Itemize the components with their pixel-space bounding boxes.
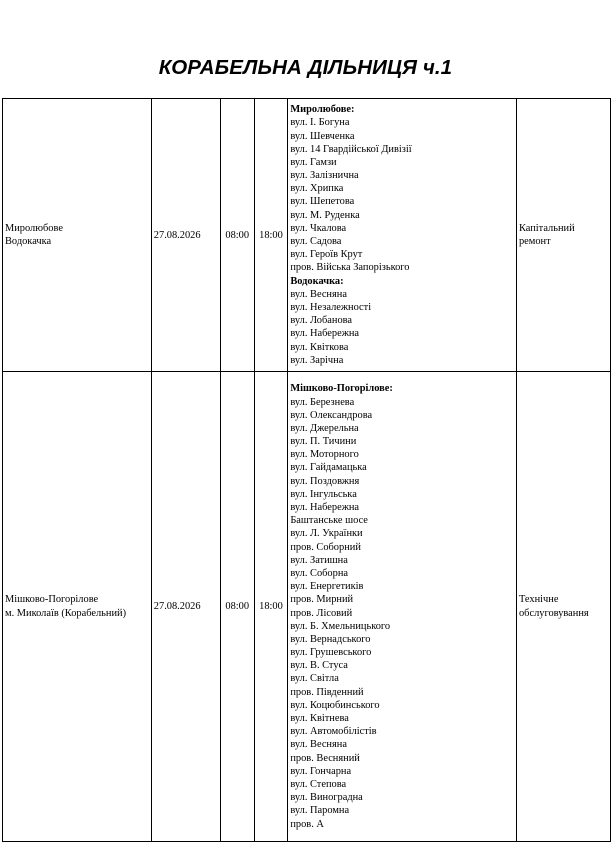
street-item: вул. Б. Хмельницького [290, 620, 391, 632]
table-row [3, 99, 611, 372]
street-item: вул. Залізнична [290, 170, 359, 182]
street-item: вул. Л. Українки [290, 528, 363, 540]
streets-cell [288, 372, 517, 842]
time-start-cell: 08:00 [220, 372, 254, 842]
street-item: вул. Лобанова [290, 315, 353, 327]
street-item: вул. Моторного [290, 449, 359, 461]
settlement-header: Миролюбове: [290, 104, 355, 116]
street-item: пров. Лісовий [290, 607, 353, 619]
streets-cell [288, 99, 517, 372]
street-item: вул. Набережна [290, 328, 360, 340]
street-item: вул. Степова [290, 778, 347, 790]
location-cell [3, 372, 152, 842]
date-cell: 27.08.2026 [151, 99, 220, 372]
street-item: вул. Чкалова [290, 222, 347, 234]
street-item: вул. Автомобілістів [290, 726, 377, 738]
street-item: вул. Поздовжня [290, 475, 360, 487]
street-item: вул. Затишна [290, 554, 348, 566]
street-item: вул. Шепетова [290, 196, 355, 208]
street-item: вул. І. Богуна [290, 117, 350, 129]
street-item: вул. М. Руденка [290, 209, 360, 221]
location-line: Водокачка [5, 236, 52, 247]
street-item: вул. Шевченка [290, 130, 355, 142]
street-item: вул. Гончарна [290, 765, 352, 777]
street-item: вул. Весняна [290, 739, 347, 751]
settlement-header: Мішково-Погорілове: [290, 383, 393, 395]
location-line: Мішково-Погорілове [5, 594, 99, 606]
street-item: вул. Виноградна [290, 792, 363, 804]
street-item: вул. Коцюбинського [290, 699, 380, 711]
street-item: вул. Незалежності [290, 301, 372, 313]
street-item: вул. Березнева [290, 396, 355, 408]
street-item: вул. Соборна [290, 567, 348, 579]
street-item: вул. Енергетиків [290, 581, 364, 593]
street-item: вул. Весняна [290, 288, 347, 300]
settlement-header: Водокачка: [290, 275, 344, 287]
table-row [3, 372, 611, 842]
street-item: пров. Війська Запорізького [290, 262, 410, 274]
time-start-cell: 08:00 [220, 99, 254, 372]
street-item: вул. Олександрова [290, 409, 373, 421]
location-line: Миролюбове [5, 222, 63, 234]
street-item: пров. Південний [290, 686, 364, 698]
street-item: вул. Хрипка [290, 183, 344, 195]
street-item: вул. 14 Гвардійської Дивізії [290, 143, 412, 155]
street-item: вул. Квітнева [290, 713, 349, 724]
street-item: вул. Світла [290, 673, 339, 685]
reason-line: Технічне [518, 594, 559, 606]
reason-line: Капітальний [518, 222, 575, 234]
street-item: пров. Весняний [290, 752, 360, 764]
street-item: вул. Садова [290, 236, 342, 247]
street-item: вул. П. Тичини [290, 436, 357, 448]
reason-line: обслуговування [518, 607, 589, 619]
street-item: пров. А [290, 818, 324, 830]
outage-schedule-table [2, 98, 611, 842]
street-item: вул. Джерельна [290, 422, 359, 434]
street-item: вул. Квіткова [290, 341, 349, 353]
street-item: вул. Грушевського [290, 647, 372, 659]
street-item: пров. Соборний [290, 541, 361, 553]
street-item: вул. Гамзи [290, 156, 337, 168]
street-item: вул. Набережна [290, 502, 360, 513]
street-item: вул. Зарічна [290, 354, 344, 366]
street-item: Баштанське шосе [290, 515, 368, 527]
street-item: вул. Інгульська [290, 488, 357, 500]
street-item: вул. Героїв Крут [290, 249, 363, 261]
page-title: КОРАБЕЛЬНА ДІЛЬНИЦЯ ч.1 [158, 56, 453, 79]
location-line: м. Миколаїв (Корабельний) [5, 607, 127, 619]
reason-line: ремонт [518, 236, 551, 247]
location-cell [3, 99, 152, 372]
reason-cell [516, 99, 610, 372]
time-end-cell: 18:00 [254, 372, 288, 842]
time-end-cell: 18:00 [254, 99, 288, 372]
street-item: вул. В. Стуса [290, 660, 348, 672]
reason-cell [516, 372, 610, 842]
street-item: вул. Гайдамацька [290, 462, 367, 474]
street-item: вул. Вернадського [290, 633, 371, 645]
street-item: вул. Паромна [290, 805, 350, 817]
street-item: пров. Мирний [290, 594, 354, 606]
date-cell: 27.08.2026 [151, 372, 220, 842]
